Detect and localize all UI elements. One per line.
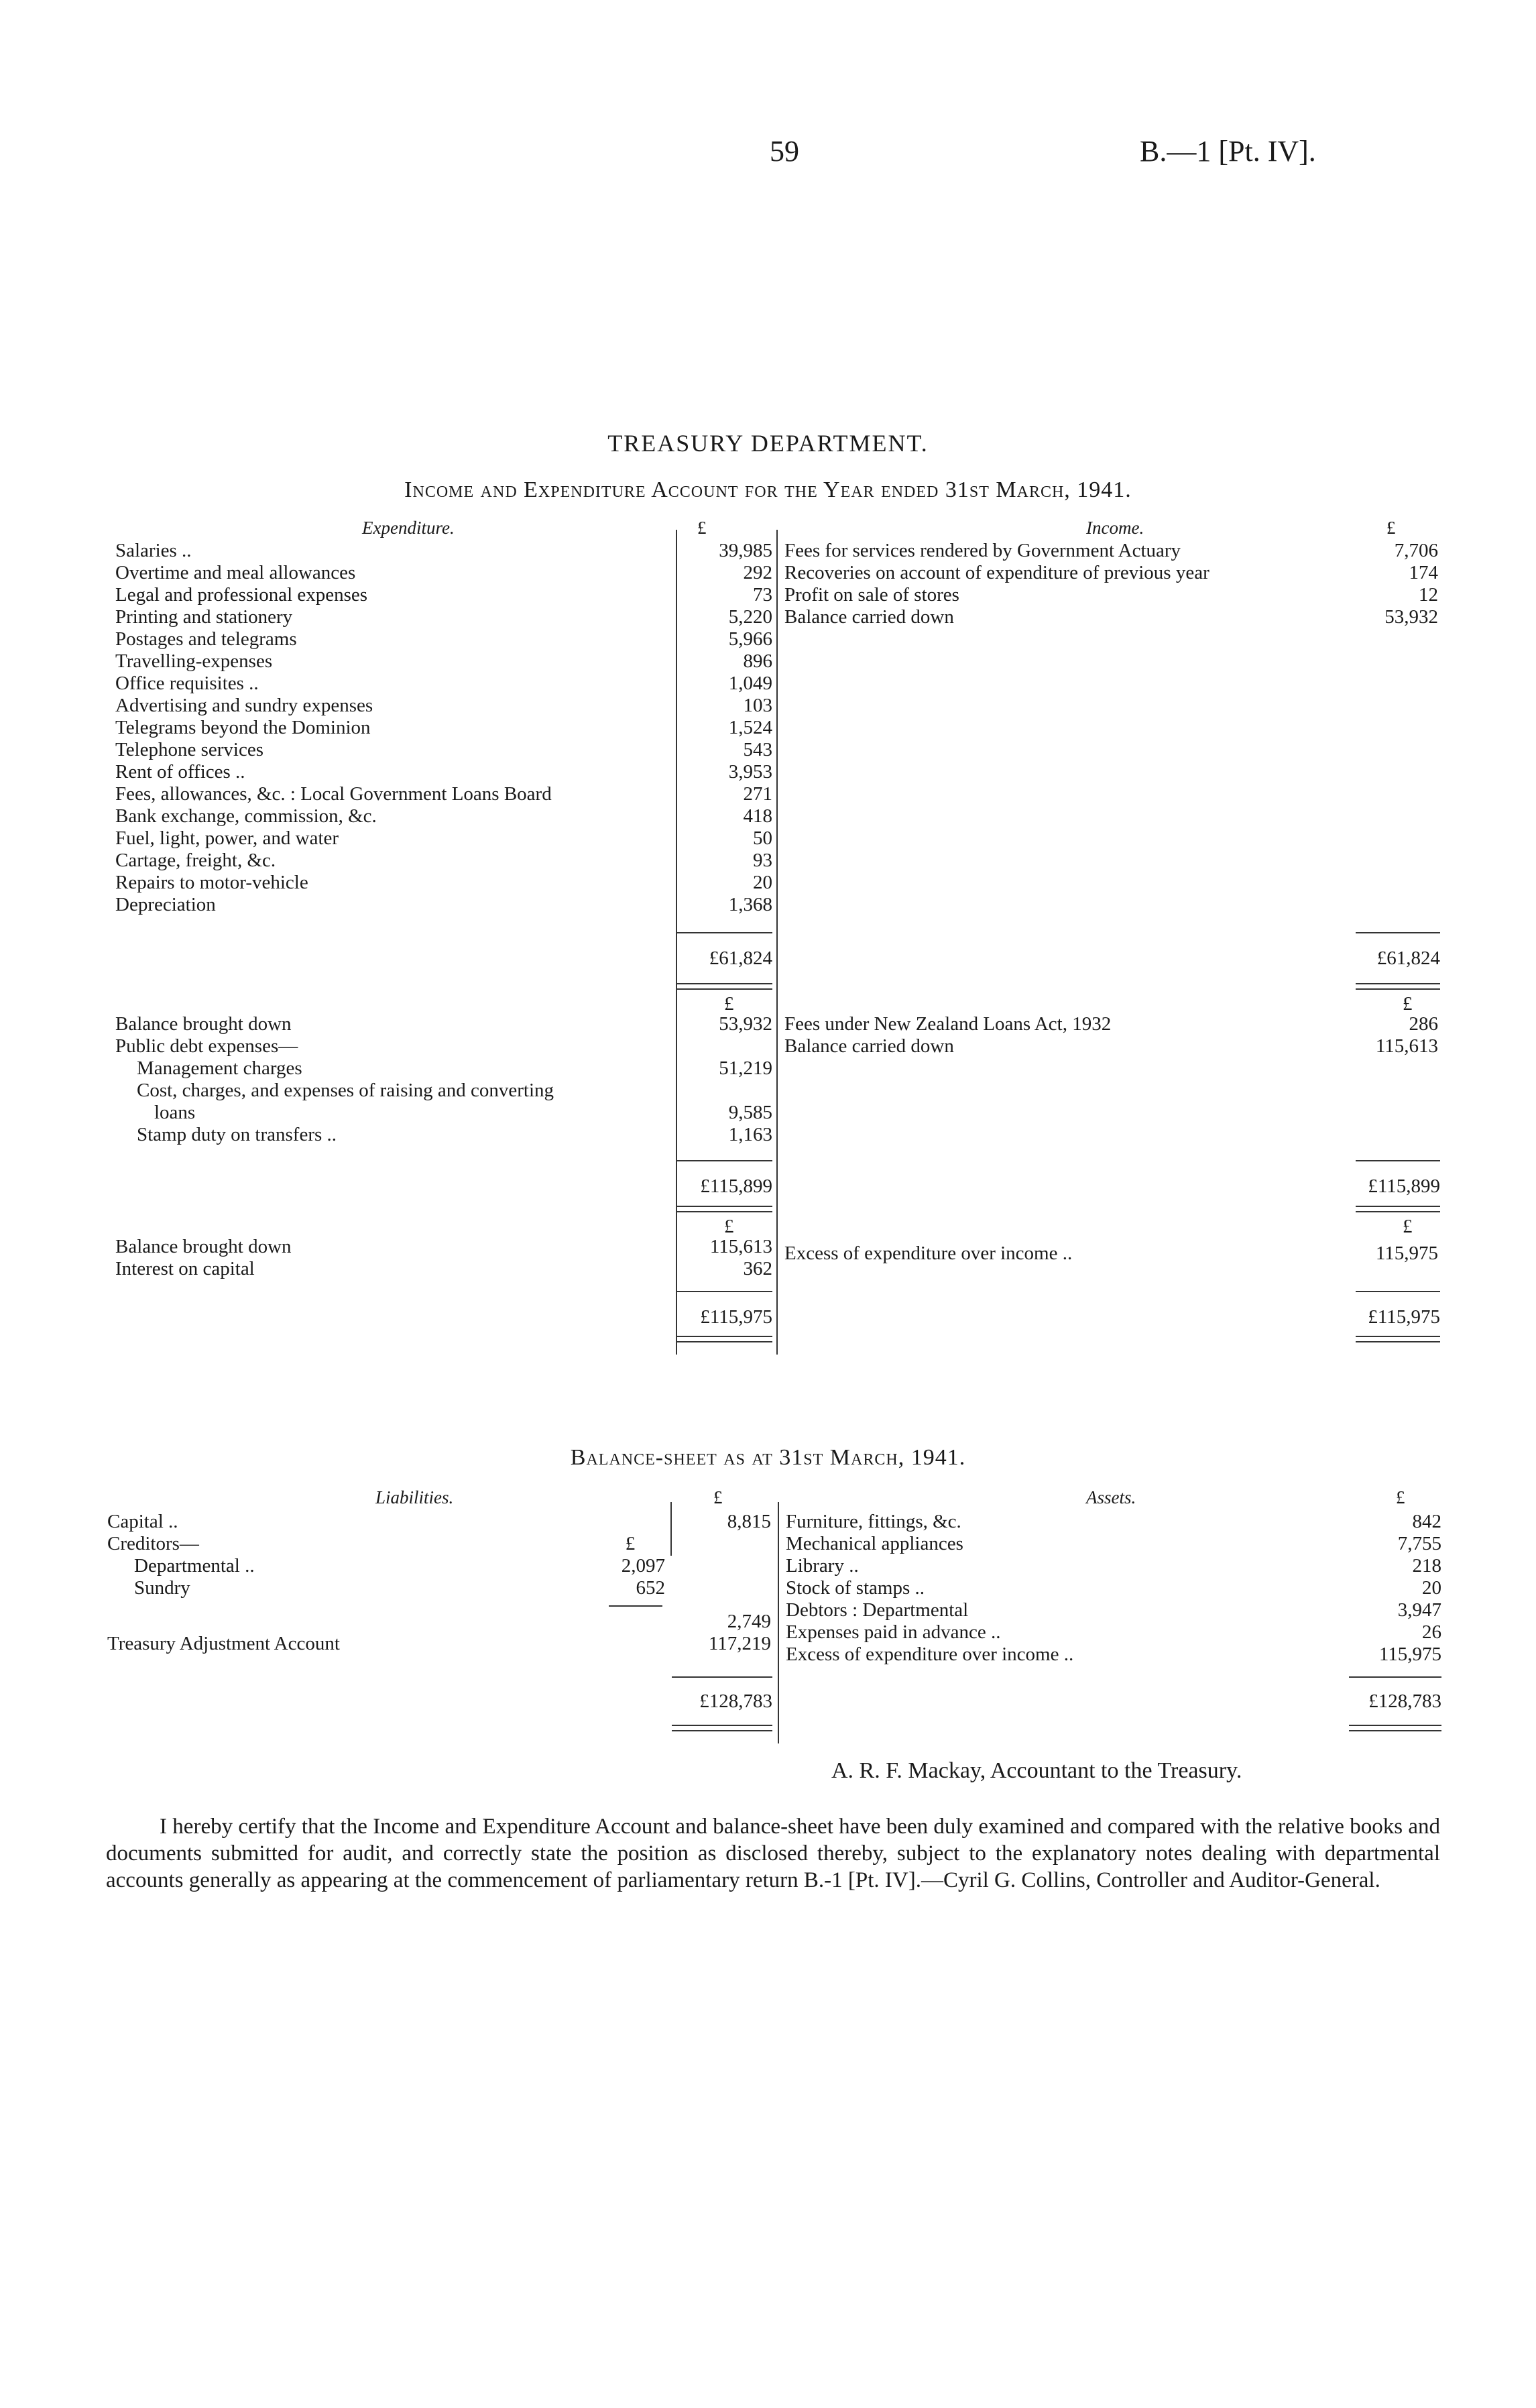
section2-income-currency: £ xyxy=(1403,993,1413,1015)
total-rule xyxy=(1349,1676,1441,1678)
income-currency: £ xyxy=(1386,518,1396,538)
balance-sheet-divider xyxy=(778,1502,779,1743)
assets-heading: Assets. xyxy=(1086,1487,1136,1507)
liabilities-total: £128,783 xyxy=(699,1690,772,1712)
liabilities-heading: Liabilities. xyxy=(375,1487,454,1507)
double-rule xyxy=(677,983,772,990)
double-rule xyxy=(677,1206,772,1212)
total-rule xyxy=(677,932,772,933)
list-item: Capital .. 8,815 xyxy=(107,1511,771,1532)
list-item: Debtors : Departmental 3,947 xyxy=(786,1599,1441,1621)
list-item: Printing and stationery 5,220 xyxy=(115,606,772,628)
list-item: Legal and professional expenses 73 xyxy=(115,584,772,606)
total-rule xyxy=(677,1160,772,1161)
list-item: Balance carried down 115,613 xyxy=(784,1035,1438,1057)
list-item: Sundry 652 xyxy=(134,1577,665,1599)
assets-total: £128,783 xyxy=(1368,1690,1441,1712)
section3-expenditure-total: £115,975 xyxy=(700,1306,772,1328)
section1-income-total: £61,824 xyxy=(1376,948,1440,969)
list-item: Overtime and meal allowances 292 xyxy=(115,562,772,583)
list-item: Office requisites .. 1,049 xyxy=(115,673,772,694)
list-item: Stock of stamps .. 20 xyxy=(786,1577,1441,1599)
list-item: Fees under New Zealand Loans Act, 1932 286 xyxy=(784,1013,1438,1035)
list-item: Postages and telegrams 5,966 xyxy=(115,628,772,650)
list-item: Fees, allowances, &c. : Local Government Loans Board 271 xyxy=(115,783,772,805)
center-divider xyxy=(776,530,778,1355)
expenditure-currency: £ xyxy=(697,518,707,538)
subtotal-rule xyxy=(609,1605,662,1607)
list-item: Telegrams beyond the Dominion 1,524 xyxy=(115,717,772,738)
list-item: 2,749 xyxy=(727,1611,771,1632)
total-rule xyxy=(1356,1160,1440,1161)
list-item: Telephone services 543 xyxy=(115,739,772,760)
list-item: Stamp duty on transfers .. 1,163 xyxy=(137,1124,772,1145)
list-item: Furniture, fittings, &c. 842 xyxy=(786,1511,1441,1532)
balance-sheet-title: Balance-sheet as at 31st March, 1941. xyxy=(570,1445,966,1470)
section2-income-total: £115,899 xyxy=(1368,1176,1440,1197)
list-item: Fees for services rendered by Government Actuary 7,706 xyxy=(784,540,1438,561)
list-item: Repairs to motor-vehicle 20 xyxy=(115,872,772,893)
list-item: Travelling-expenses 896 xyxy=(115,650,772,672)
section2-expenditure-total: £115,899 xyxy=(700,1176,772,1197)
section3-expenditure-currency: £ xyxy=(724,1216,734,1237)
list-item: Depreciation 1,368 xyxy=(115,894,772,915)
list-item: Cartage, freight, &c. 93 xyxy=(115,850,772,871)
list-item: Management charges 51,219 xyxy=(137,1057,772,1079)
double-rule xyxy=(677,1336,772,1342)
list-item: Cost, charges, and expenses of raising and converting xyxy=(137,1080,554,1101)
section3-income-total: £115,975 xyxy=(1368,1306,1440,1328)
list-item: Balance brought down 53,932 xyxy=(115,1013,772,1035)
list-item: Treasury Adjustment Account 117,219 xyxy=(107,1633,771,1654)
double-rule xyxy=(1349,1725,1441,1731)
list-item: Profit on sale of stores 12 xyxy=(784,584,1438,606)
list-item: Departmental .. 2,097 xyxy=(134,1555,665,1576)
list-item: Balance brought down 115,613 xyxy=(115,1236,772,1257)
double-rule xyxy=(1356,1336,1440,1342)
list-item: Excess of expenditure over income .. 115,975 xyxy=(784,1243,1438,1264)
total-rule xyxy=(1356,1291,1440,1292)
total-rule xyxy=(672,1676,772,1678)
list-item: Excess of expenditure over income .. 115,975 xyxy=(786,1644,1441,1665)
list-item: Bank exchange, commission, &c. 418 xyxy=(115,805,772,827)
liabilities-currency: £ xyxy=(713,1487,723,1507)
list-item: Mechanical appliances 7,755 xyxy=(786,1533,1441,1554)
list-item: Recoveries on account of expenditure of previous year 174 xyxy=(784,562,1438,583)
income-account-title: Income and Expenditure Account for the Year ended 31st March, 1941. xyxy=(404,477,1132,502)
list-item: Public debt expenses— xyxy=(115,1035,298,1057)
list-item: Rent of offices .. 3,953 xyxy=(115,761,772,783)
double-rule xyxy=(672,1725,772,1731)
double-rule xyxy=(1356,983,1440,990)
section3-income-currency: £ xyxy=(1403,1216,1413,1237)
list-item: Creditors— £ xyxy=(107,1533,636,1554)
double-rule xyxy=(1356,1206,1440,1212)
page-number: 59 xyxy=(770,135,799,168)
expenditure-heading: Expenditure. xyxy=(362,518,455,538)
accountant-signature: A. R. F. Mackay, Accountant to the Treasury. xyxy=(831,1758,1242,1783)
document-code: B.—1 [Pt. IV]. xyxy=(1140,135,1316,168)
list-item: Salaries .. 39,985 xyxy=(115,540,772,561)
list-item: Library .. 218 xyxy=(786,1555,1441,1576)
list-item: Expenses paid in advance .. 26 xyxy=(786,1621,1441,1643)
assets-currency: £ xyxy=(1396,1487,1405,1507)
total-rule xyxy=(1356,932,1440,933)
list-item: Balance carried down 53,932 xyxy=(784,606,1438,628)
list-item: Fuel, light, power, and water 50 xyxy=(115,827,772,849)
list-item: Advertising and sundry expenses 103 xyxy=(115,695,772,716)
section1-expenditure-total: £61,824 xyxy=(709,948,772,969)
list-item: loans 9,585 xyxy=(154,1102,772,1123)
income-heading: Income. xyxy=(1086,518,1144,538)
list-item: Interest on capital 362 xyxy=(115,1258,772,1279)
audit-certificate: I hereby certify that the Income and Expenditure Account and balance-sheet have been duly examined and compared with the relative books and documents submitted for audit, and correctly state the position as disclosed thereby, subject to the explanatory notes dealing with departmental accounts generally as appearing at the commencement of parliamentary return B.-1 [Pt. IV].—Cyril G. Collins, Controller and Auditor-General. xyxy=(106,1815,1440,1892)
section2-expenditure-currency: £ xyxy=(724,993,734,1015)
department-title: TREASURY DEPARTMENT. xyxy=(607,430,929,457)
total-rule xyxy=(677,1291,772,1292)
